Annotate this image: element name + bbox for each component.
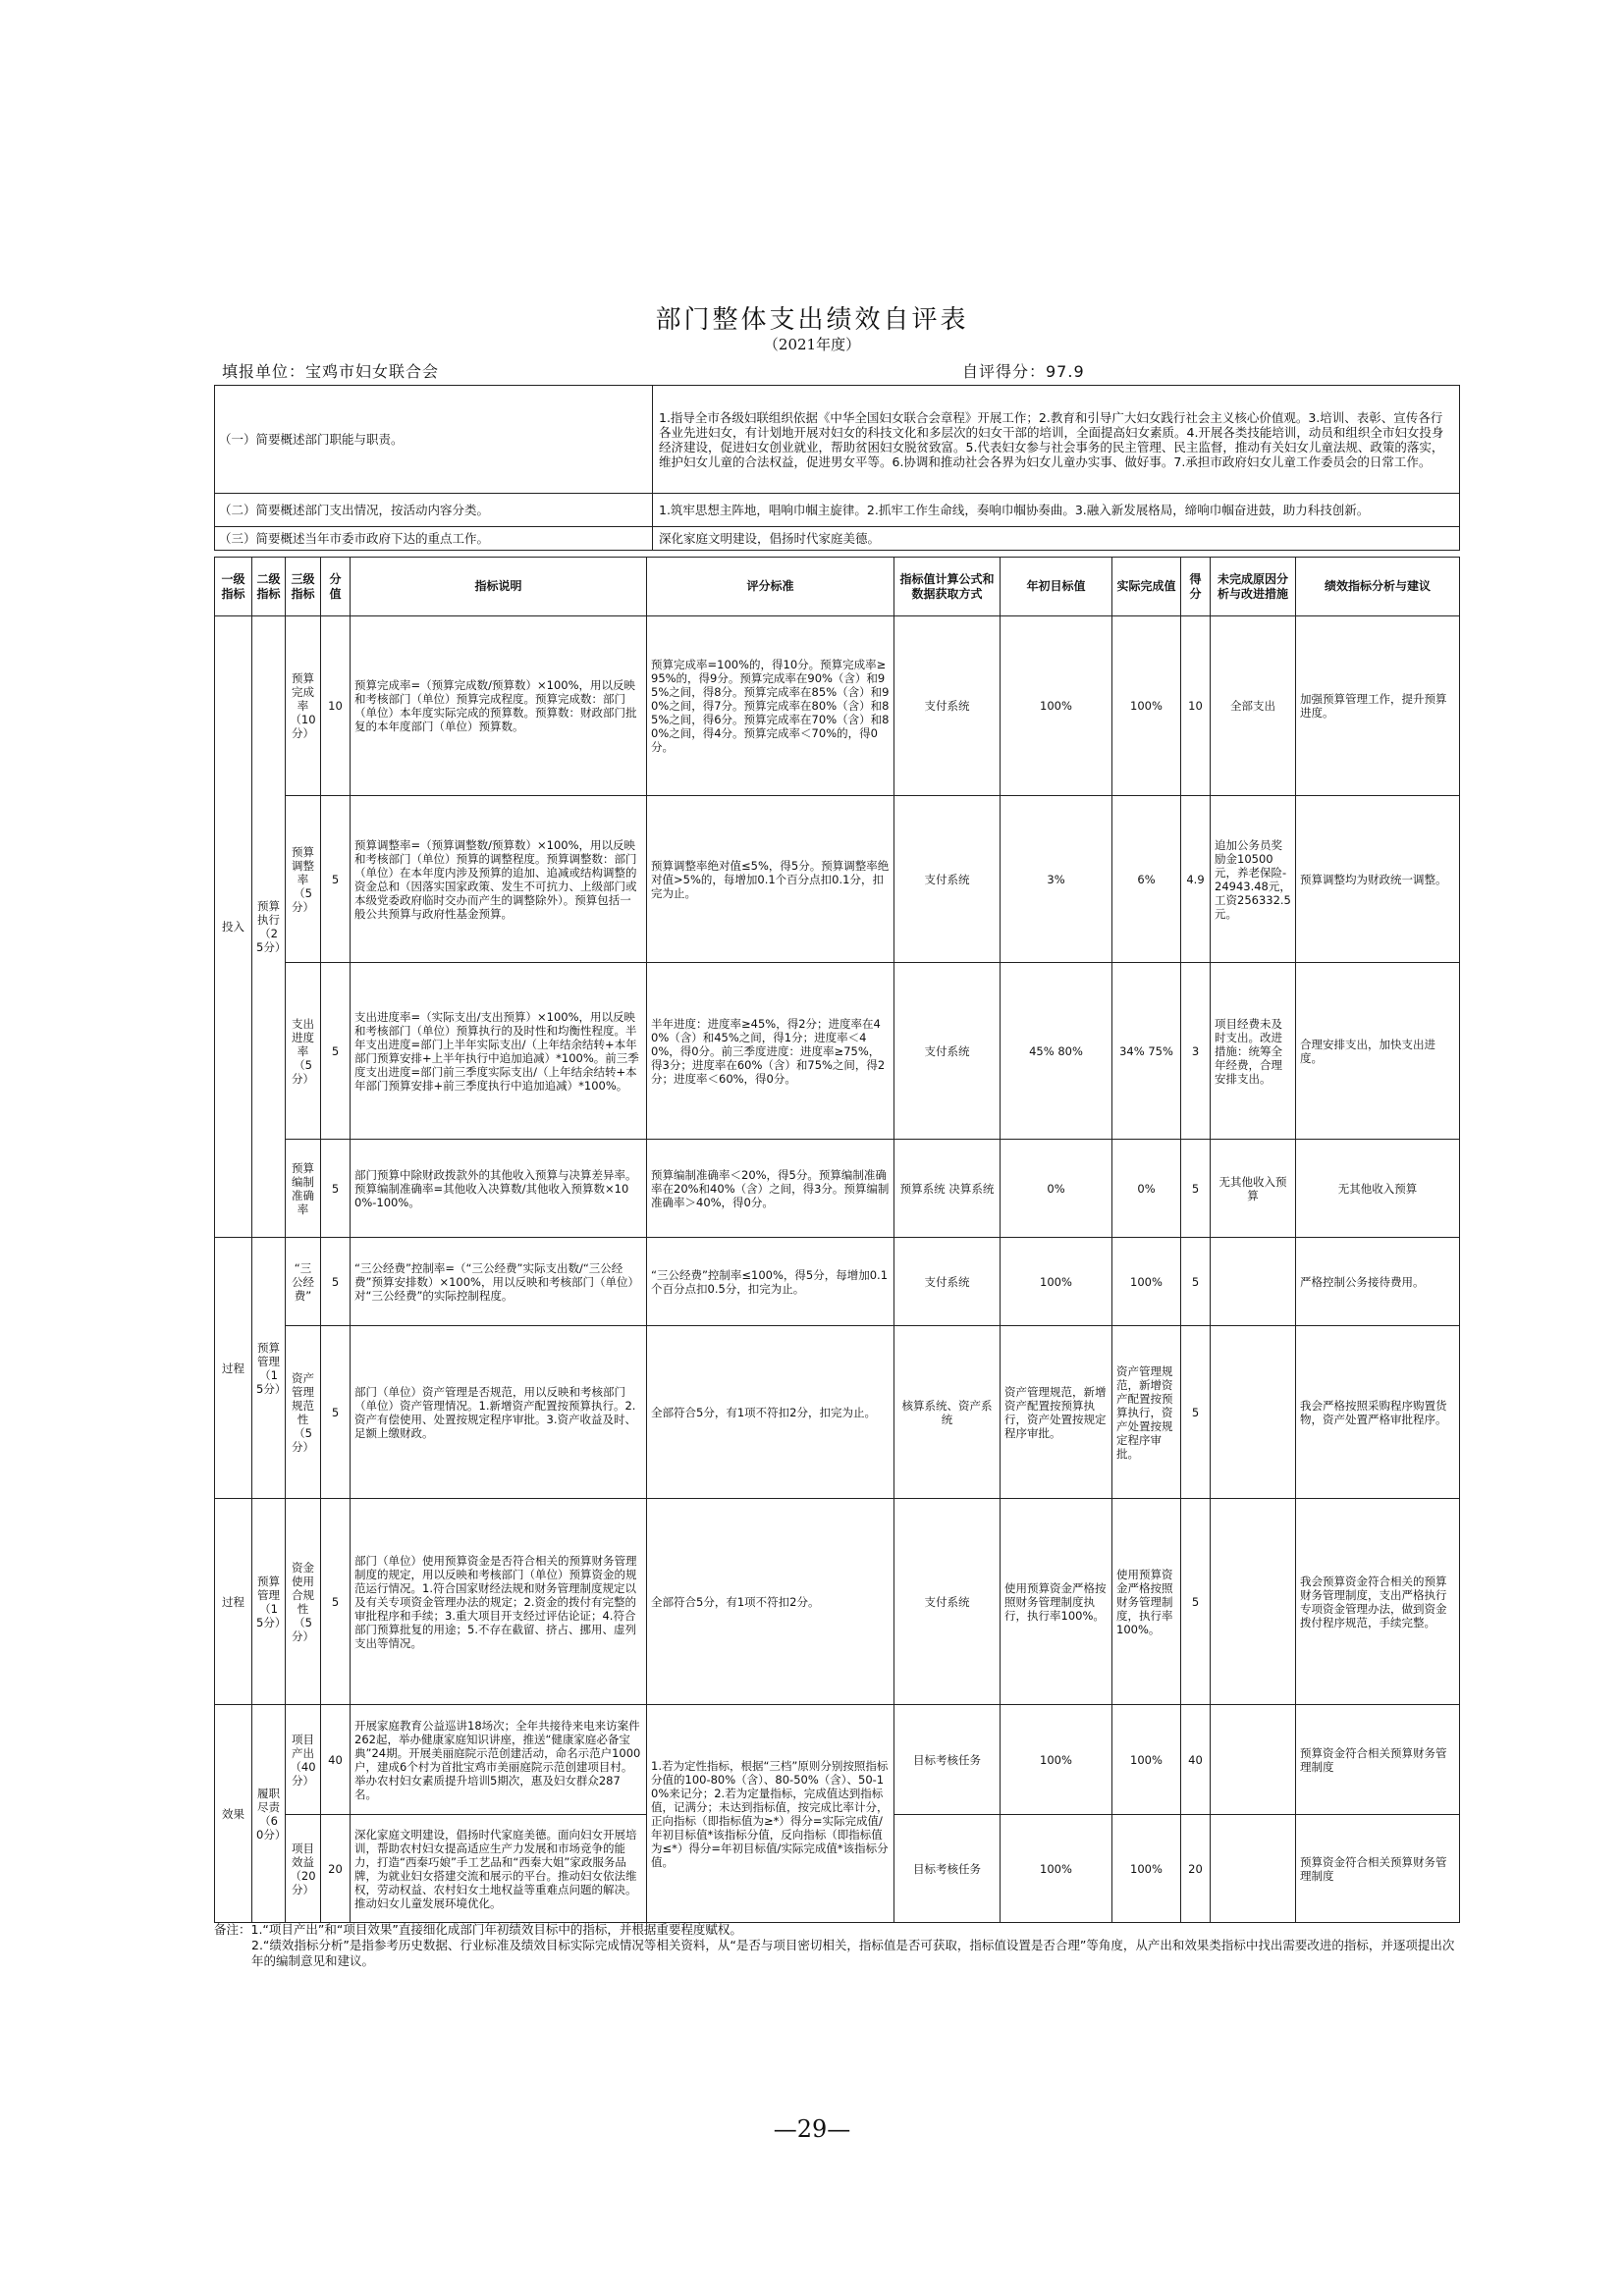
standard-cell: 1.若为定性指标，根据“三档”原则分别按照指标分值的100-80%（含）、80-50%（含）、50-10%来记分；2.若为定量指标，完成值达到指标值，记满分；未达到指标值，按完成比率计分，正向指标（即指标值为≥*）得分=实际完成值/年初目标值*该指标分值，反向指标（即指标值为≤*）得分=年初目标值/实际完成值*该指标分值。 (647, 1705, 894, 1923)
summary-content: 1.指导全市各级妇联组织依据《中华全国妇女联合会章程》开展工作；2.教育和引导广大妇女践行社会主义核心价值观。3.培训、表彰、宣传各行各业先进妇女，有计划地开展对妇女的科技文化和多层次的妇女干部的培训，全面提高妇女素质。4.开展各类技能培训，动员和组织全市妇女投身经济建设，促进妇女创业就业，帮助贫困妇女脱贫致富。5.代表妇女参与社会事务的民主管理、民主监督，推动有关妇女儿童法规、政策的落实，维护妇女儿童的合法权益，促进男女平等。6.协调和推动社会各界为妇女儿童办实事、做好事。7.承担市政府妇女儿童工作委员会的日常工作。 (653, 386, 1460, 494)
reason-cell: 追加公务员奖励金10500元，养老保险-24943.48元，工资256332.5元。 (1211, 796, 1296, 963)
explain-cell: 部门预算中除财政拨款外的其他收入预算与决算差异率。预算编制准确率=其他收入决算数/其他收入预算数×100%-100%。 (351, 1140, 647, 1238)
summary-row (215, 494, 1460, 527)
points-cell: 5 (1181, 1140, 1211, 1238)
points-cell: 10 (1181, 616, 1211, 796)
source-cell: 支付系统 (894, 796, 1001, 963)
actual-cell: 使用预算资金严格按照财务管理制度，执行率100%。 (1112, 1499, 1181, 1705)
target-cell: 100% (1001, 616, 1112, 796)
summary-label: （一）简要概述部门职能与职责。 (215, 386, 653, 494)
actual-cell: 6% (1112, 796, 1181, 963)
points-cell: 5 (1181, 1326, 1211, 1499)
table-row (215, 963, 1460, 1140)
actual-cell: 0% (1112, 1140, 1181, 1238)
actual-cell: 34% 75% (1112, 963, 1181, 1140)
table-row (215, 1140, 1460, 1238)
standard-cell: 全部符合5分，有1项不符扣2分。 (647, 1499, 894, 1705)
advice-cell: 加强预算管理工作，提升预算进度。 (1296, 616, 1460, 796)
reason-cell: 全部支出 (1211, 616, 1296, 796)
points-cell: 3 (1181, 963, 1211, 1140)
standard-cell: “三公经费”控制率≤100%，得5分，每增加0.1个百分点扣0.5分，扣完为止。 (647, 1238, 894, 1326)
table-row (215, 616, 1460, 796)
remark-line-1: 备注：1.“项目产出”和“项目效果”直接细化成部门年初绩效目标中的指标，并根据重要程度赋权。 (214, 1922, 742, 1937)
level1-cell: 投入 (215, 616, 252, 1238)
level3-cell: “三公经费” (286, 1238, 321, 1326)
actual-cell: 100% (1112, 616, 1181, 796)
weight-cell: 5 (321, 963, 351, 1140)
weight-cell: 5 (321, 1326, 351, 1499)
header-explain: 指标说明 (351, 558, 647, 616)
advice-cell: 我会严格按照采购程序购置货物，资产处置严格审批程序。 (1296, 1326, 1460, 1499)
points-cell: 5 (1181, 1238, 1211, 1326)
reason-cell (1211, 1238, 1296, 1326)
summary-label: （二）简要概述部门支出情况，按活动内容分类。 (215, 494, 653, 527)
summary-row (215, 386, 1460, 494)
header-reason: 未完成原因分析与改进措施 (1211, 558, 1296, 616)
source-cell: 目标考核任务 (894, 1815, 1001, 1923)
actual-cell: 100% (1112, 1238, 1181, 1326)
source-cell: 目标考核任务 (894, 1705, 1001, 1815)
indicator-table (214, 557, 1460, 1923)
header-level3: 三级指标 (286, 558, 321, 616)
weight-cell: 10 (321, 616, 351, 796)
table-row (215, 796, 1460, 963)
level1-cell: 过程 (215, 1238, 252, 1499)
remarks (214, 1922, 1459, 1969)
summary-content: 深化家庭文明建设，倡扬时代家庭美德。 (653, 527, 1460, 551)
level3-cell: 预算完成率（10分） (286, 616, 321, 796)
explain-cell: “三公经费”控制率=（“三公经费”实际支出数/“三公经费”预算安排数）×100%，用以反映和考核部门（单位）对“三公经费”的实际控制程度。 (351, 1238, 647, 1326)
target-cell: 3% (1001, 796, 1112, 963)
header-row (215, 558, 1460, 616)
reason-cell (1211, 1499, 1296, 1705)
level3-cell: 资金使用合规性（5分） (286, 1499, 321, 1705)
table-row (215, 1499, 1460, 1705)
explain-cell: 预算调整率=（预算调整数/预算数）×100%，用以反映和考核部门（单位）预算的调整程度。预算调整数：部门（单位）在本年度内涉及预算的追加、追减或结构调整的资金总和（因落实国家政策、发生不可抗力、上级部门或本级党委政府临时交办而产生的调整除外）。预算包括一般公共预算与政府性基金预算。 (351, 796, 647, 963)
explain-cell: 部门（单位）资产管理是否规范，用以反映和考核部门（单位）资产管理情况。1.新增资产配置按预算执行。2.资产有偿使用、处置按规定程序审批。3.资产收益及时、足额上缴财政。 (351, 1326, 647, 1499)
advice-cell: 严格控制公务接待费用。 (1296, 1238, 1460, 1326)
actual-cell: 资产管理规范，新增资产配置按预算执行，资产处置按规定程序审批。 (1112, 1326, 1181, 1499)
weight-cell: 20 (321, 1815, 351, 1923)
standard-cell: 预算完成率=100%的，得10分。预算完成率≥95%的，得9分。预算完成率在90%（含）和95%之间，得8分。预算完成率在85%（含）和90%之间，得7分。预算完成率在80%（含）和85%之间，得6分。预算完成率在70%（含）和80%之间，得4分。预算完成率＜70%的，得0分。 (647, 616, 894, 796)
weight-cell: 5 (321, 1140, 351, 1238)
level1-cell: 效果 (215, 1705, 252, 1923)
advice-cell: 合理安排支出，加快支出进度。 (1296, 963, 1460, 1140)
header-actual: 实际完成值 (1112, 558, 1181, 616)
level1-cell: 过程 (215, 1499, 252, 1705)
weight-cell: 5 (321, 796, 351, 963)
reason-cell: 项目经费未及时支出。改进措施：统筹全年经费，合理安排支出。 (1211, 963, 1296, 1140)
advice-cell: 预算资金符合相关预算财务管理制度 (1296, 1705, 1460, 1815)
header-source: 指标值计算公式和数据获取方式 (894, 558, 1001, 616)
explain-cell: 深化家庭文明建设，倡扬时代家庭美德。面向妇女开展培训，帮助农村妇女提高适应生产力发展和市场竞争的能力，打造“西秦巧娘”手工艺品和“西秦大姐”家政服务品牌，为就业妇女搭建交流和展示的平台。推动妇女依法维权，劳动权益、农村妇女土地权益等重难点问题的解决。推动妇女儿童发展环境优化。 (351, 1815, 647, 1923)
level3-cell: 资产管理规范性（5分） (286, 1326, 321, 1499)
level2-cell: 预算管理（15分） (252, 1499, 286, 1705)
target-cell: 100% (1001, 1705, 1112, 1815)
header-points: 得分 (1181, 558, 1211, 616)
level3-cell: 项目效益（20分） (286, 1815, 321, 1923)
points-cell: 5 (1181, 1499, 1211, 1705)
advice-cell: 我会预算资金符合相关的预算财务管理制度，支出严格执行专项资金管理办法，做到资金拨付程序规范，手续完整。 (1296, 1499, 1460, 1705)
header-weight: 分值 (321, 558, 351, 616)
explain-cell: 部门（单位）使用预算资金是否符合相关的预算财务管理制度的规定，用以反映和考核部门（单位）预算资金的规范运行情况。1.符合国家财经法规和财务管理制度规定以及有关专项资金管理办法的规定；2.资金的拨付有完整的审批程序和手续；3.重大项目开支经过评估论证；4.符合部门预算批复的用途；5.不存在截留、挤占、挪用、虚列支出等情况。 (351, 1499, 647, 1705)
source-cell: 预算系统 决算系统 (894, 1140, 1001, 1238)
target-cell: 资产管理规范，新增资产配置按预算执行，资产处置按规定程序审批。 (1001, 1326, 1112, 1499)
level2-cell: 预算管理（15分） (252, 1238, 286, 1499)
source-cell: 支付系统 (894, 1238, 1001, 1326)
target-cell: 使用预算资金严格按照财务管理制度执行，执行率100%。 (1001, 1499, 1112, 1705)
header-advice: 绩效指标分析与建议 (1296, 558, 1460, 616)
reason-cell (1211, 1815, 1296, 1923)
level2-cell: 预算执行（25分） (252, 616, 286, 1238)
reason-cell (1211, 1705, 1296, 1815)
level3-cell: 项目产出（40分） (286, 1705, 321, 1815)
target-cell: 100% (1001, 1238, 1112, 1326)
summary-table (214, 385, 1460, 551)
points-cell: 4.9 (1181, 796, 1211, 963)
level3-cell: 预算编制准确率 (286, 1140, 321, 1238)
standard-cell: 预算编制准确率＜20%，得5分。预算编制准确率在20%和40%（含）之间，得3分。预算编制准确率＞40%，得0分。 (647, 1140, 894, 1238)
target-cell: 0% (1001, 1140, 1112, 1238)
header-level1: 一级指标 (215, 558, 252, 616)
header-target: 年初目标值 (1001, 558, 1112, 616)
header-level2: 二级指标 (252, 558, 286, 616)
explain-cell: 预算完成率=（预算完成数/预算数）×100%，用以反映和考核部门（单位）预算完成程度。预算完成数：部门（单位）本年度实际完成的预算数。预算数：财政部门批复的本年度部门（单位）预算数。 (351, 616, 647, 796)
header-standard: 评分标准 (647, 558, 894, 616)
page-number: —29— (773, 2115, 851, 2143)
reason-cell (1211, 1326, 1296, 1499)
remark-line-2: 2.“绩效指标分析”是指参考历史数据、行业标准及绩效目标实际完成情况等相关资料，从“是否与项目密切相关，指标值是否可获取，指标值设置是否合理”等角度，从产出和效果类指标中找出需要改进的指标，并逐项提出次年的编制意见和建议。 (251, 1938, 1455, 1968)
reporting-unit: 填报单位：宝鸡市妇女联合会 (222, 362, 440, 381)
source-cell: 支付系统 (894, 1499, 1001, 1705)
explain-cell: 支出进度率=（实际支出/支出预算）×100%，用以反映和考核部门（单位）预算执行的及时性和均衡性程度。半年支出进度=部门上半年实际支出/（上年结余结转+本年部门预算安排+上半年执行中追加追减）*100%。前三季度支出进度=部门前三季度实际支出/（上年结余结转+本年部门预算安排+前三季度执行中追加追减）*100%。 (351, 963, 647, 1140)
weight-cell: 40 (321, 1705, 351, 1815)
summary-label: （三）简要概述当年市委市政府下达的重点工作。 (215, 527, 653, 551)
summary-content: 1.筑牢思想主阵地，唱响巾帼主旋律。2.抓牢工作生命线，奏响巾帼协奏曲。3.融入新发展格局，缔响巾帼奋进鼓，助力科技创新。 (653, 494, 1460, 527)
reason-cell: 无其他收入预算 (1211, 1140, 1296, 1238)
level2-cell: 履职尽责（60分） (252, 1705, 286, 1923)
table-row (215, 1326, 1460, 1499)
target-cell: 45% 80% (1001, 963, 1112, 1140)
source-cell: 支付系统 (894, 616, 1001, 796)
level3-cell: 预算调整率（5分） (286, 796, 321, 963)
actual-cell: 100% (1112, 1705, 1181, 1815)
points-cell: 40 (1181, 1705, 1211, 1815)
standard-cell: 全部符合5分，有1项不符扣2分，扣完为止。 (647, 1326, 894, 1499)
table-row (215, 1705, 1460, 1815)
standard-cell: 预算调整率绝对值≤5%，得5分。预算调整率绝对值>5%的，每增加0.1个百分点扣0.1分，扣完为止。 (647, 796, 894, 963)
table-row (215, 1238, 1460, 1326)
source-cell: 支付系统 (894, 963, 1001, 1140)
level3-cell: 支出进度率（5分） (286, 963, 321, 1140)
explain-cell: 开展家庭教育公益巡讲18场次；全年共接待来电来访案件262起，举办健康家庭知识讲座，推送“健康家庭必备宝典”24期。开展美丽庭院示范创建活动，命名示范户1000户，建成6个村为首批宝鸡市美丽庭院示范创建项目村。举办农村妇女素质提升培训5期次，惠及妇女群众287名。 (351, 1705, 647, 1815)
advice-cell: 预算调整均为财政统一调整。 (1296, 796, 1460, 963)
self-evaluation-score: 自评得分：97.9 (962, 362, 1085, 381)
page-title: 部门整体支出绩效自评表 (655, 305, 969, 335)
page-subtitle: （2021年度） (763, 336, 861, 353)
advice-cell: 预算资金符合相关预算财务管理制度 (1296, 1815, 1460, 1923)
source-cell: 核算系统、资产系统 (894, 1326, 1001, 1499)
standard-cell: 半年进度：进度率≥45%，得2分；进度率在40%（含）和45%之间，得1分；进度率＜40%，得0分。前三季度进度：进度率≥75%，得3分；进度率在60%（含）和75%之间，得2分；进度率＜60%，得0分。 (647, 963, 894, 1140)
advice-cell: 无其他收入预算 (1296, 1140, 1460, 1238)
summary-row (215, 527, 1460, 551)
actual-cell: 100% (1112, 1815, 1181, 1923)
target-cell: 100% (1001, 1815, 1112, 1923)
weight-cell: 5 (321, 1238, 351, 1326)
weight-cell: 5 (321, 1499, 351, 1705)
points-cell: 20 (1181, 1815, 1211, 1923)
